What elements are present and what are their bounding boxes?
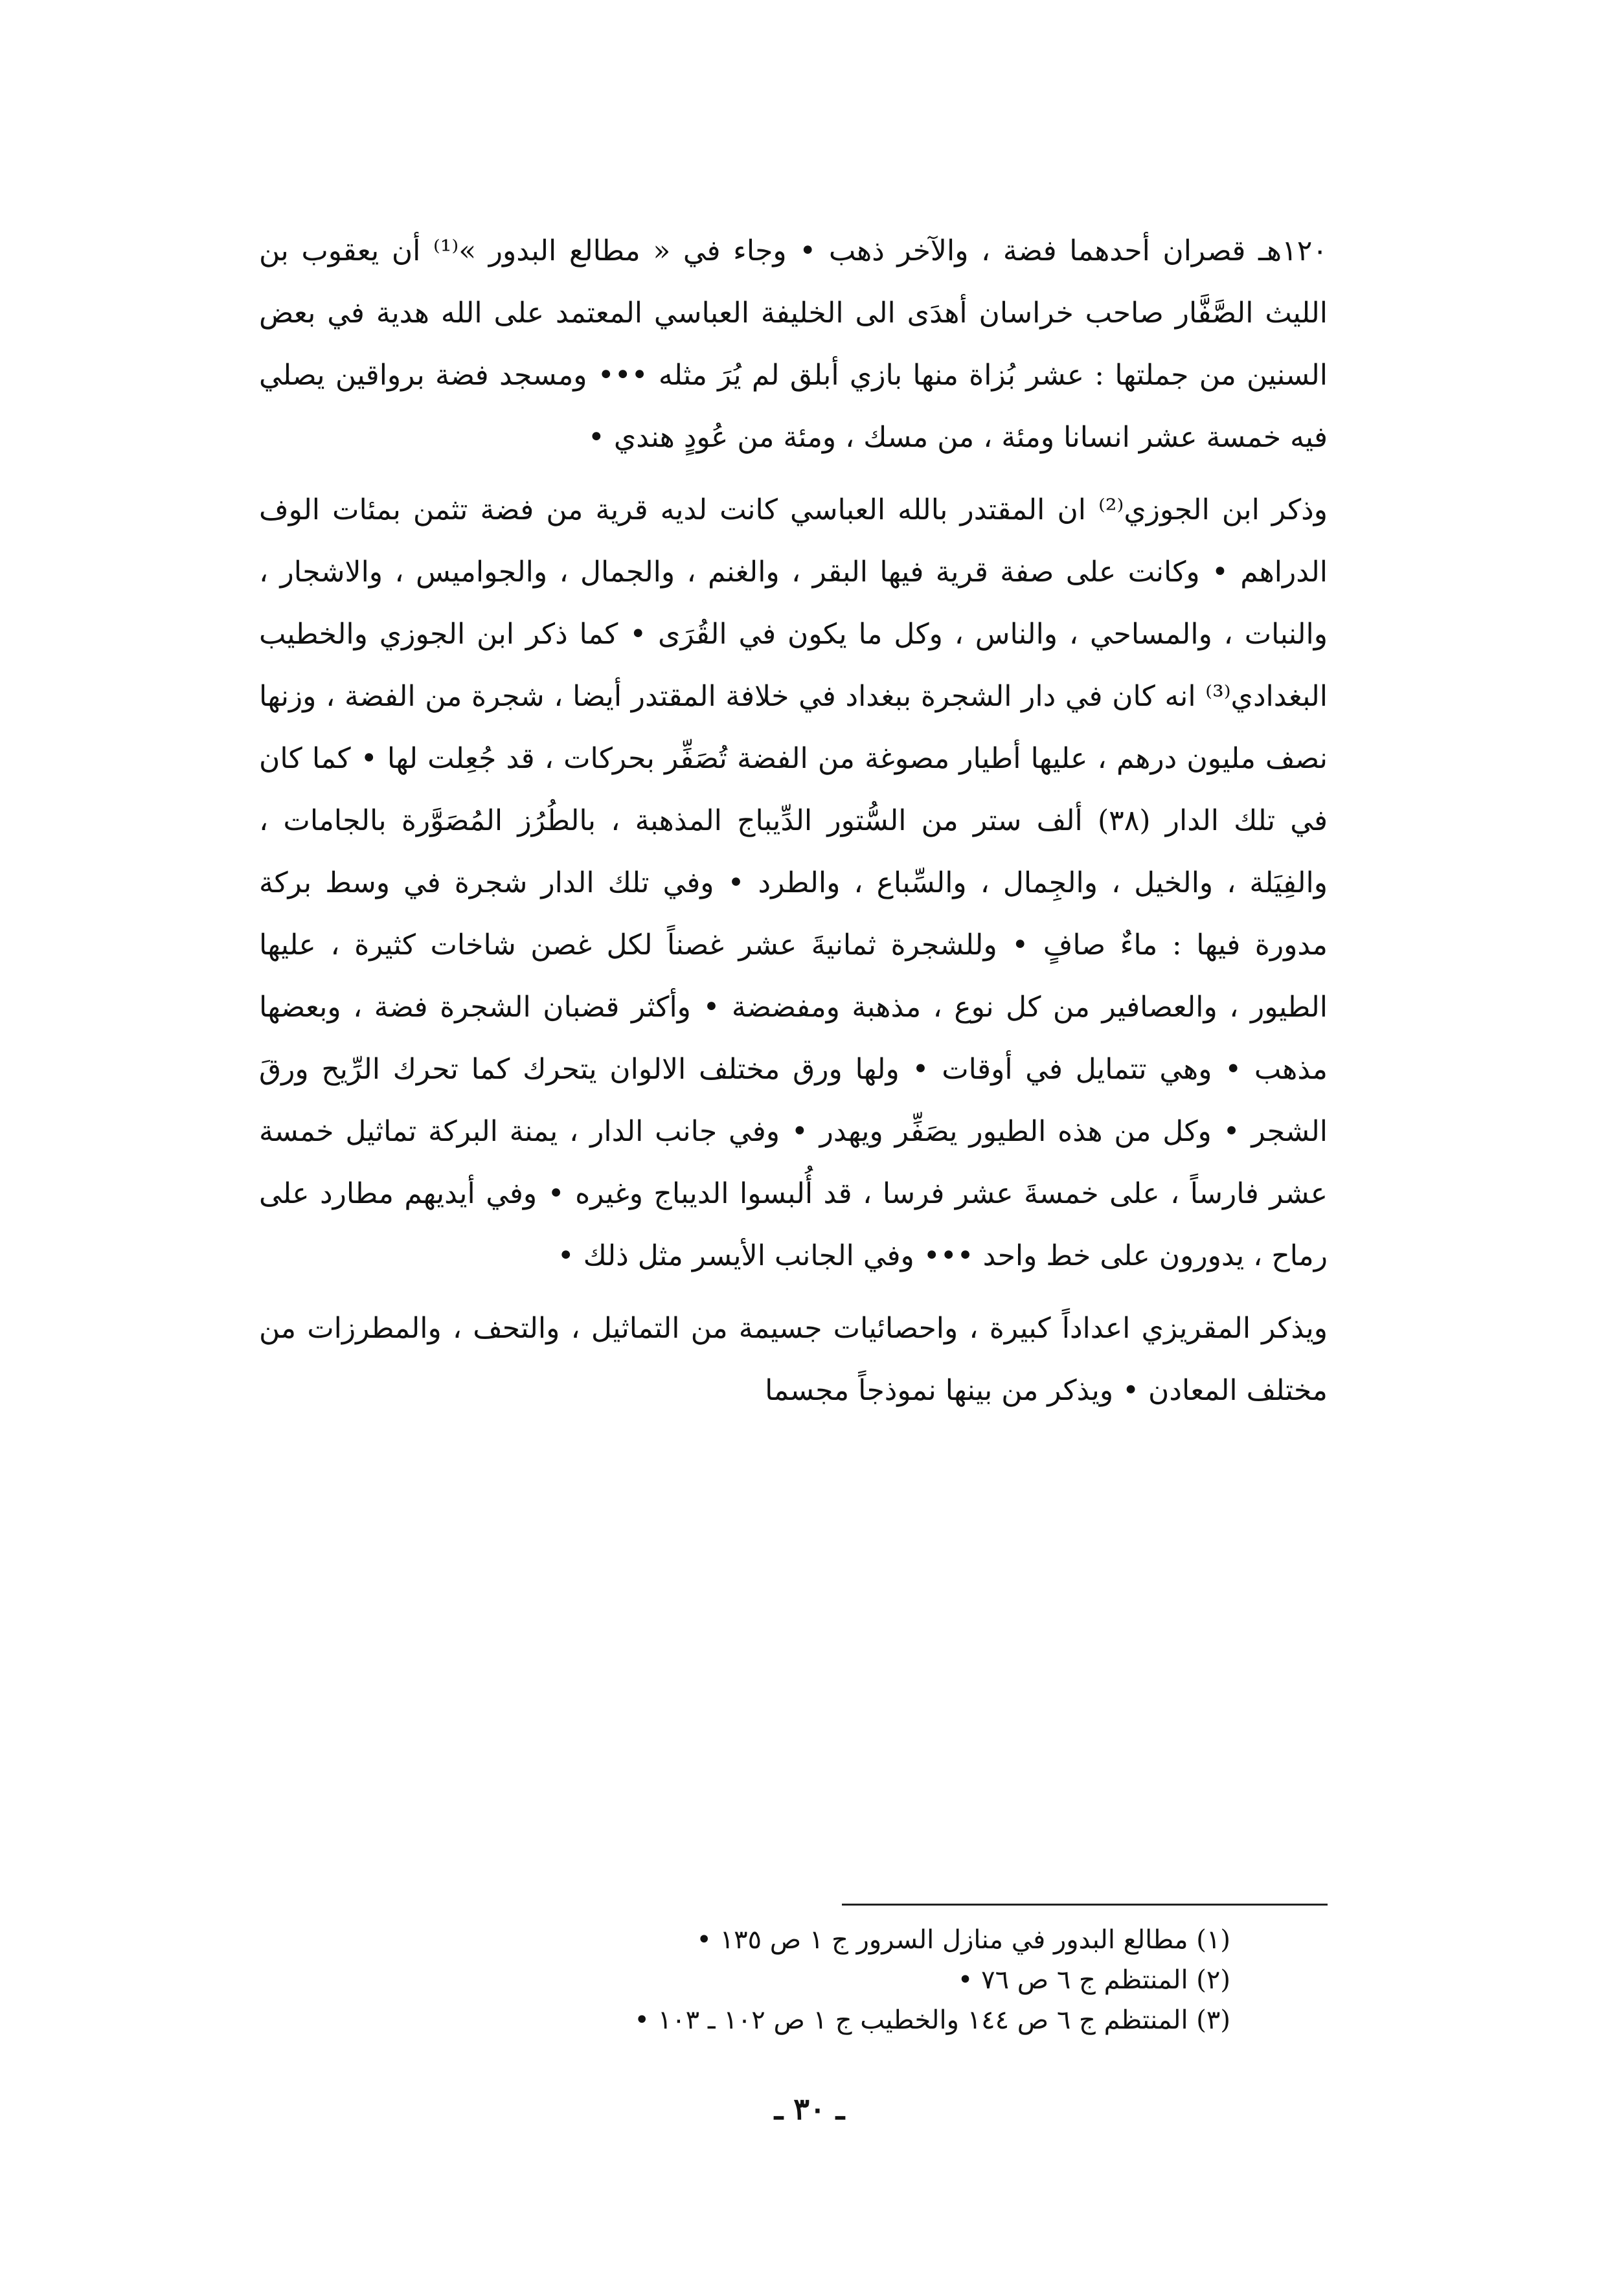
paragraph-2: وذكر ابن الجوزي⁽²⁾ ان المقتدر بالله العباسي كانت لديه قرية من فضة تثمن بمئات الوف الدراهم • وكانت على صفة قرية فيها البقر ، والغنم ، والجمال ، والجواميس ، والاشجار ، والنبات ، والمساحي ، والناس ، وكل ما يكون في القُرَى • كما ذكر ابن الجوزي والخطيب البغدادي⁽³⁾ انه كان في دار الشجرة ببغداد في خلافة المقتدر أيضا ، شجرة من الفضة ، وزنها نصف مليون درهم ، عليها أطيار مصوغة من الفضة تُصَفِّر بحركات ، قد جُعِلت لها • كما كان في تلك الدار (٣٨) ألف ستر من السُّتور الدِّيباج المذهبة ، بالطُرُز المُصَوَّرة بالجامات ، والفِيَلة ، والخيل ، والجِمال ، والسِّباع ، والطرد • وفي تلك الدار شجرة في وسط بركة مدورة فيها : ماءٌ صافٍ • وللشجرة ثمانيةَ عشر غصناً لكل غصن شاخات كثيرة ، عليها الطيور ، والعصافير من كل نوع ، مذهبة ومفضضة • وأكثر قضبان الشجرة فضة ، وبعضها مذهب • وهي تتمايل في أوقات • ولها ورق مختلف الالوان يتحرك كما تحرك الرِّيح ورقَ الشجر • وكل من هذه الطيور يصَفِّر ويهدر • وفي جانب الدار ، يمنة البركة تماثيل خمسة عشر فارساً ، على خمسةَ عشر فرسا ، قد أُلبسوا الديباج وغيره • وفي أيديهم مطارد على رماح ، يدورون على خط واحد ••• وفي الجانب الأيسر مثل ذلك • — [259, 493, 1328, 1272]
footnotes — [259, 1920, 1328, 2040]
footnote-divider — [842, 1904, 1328, 1906]
body-text — [259, 220, 1328, 1422]
footnote-3: (٣) المنتظم ج ٦ ص ١٤٤ والخطيب ج ١ ص ١٠٢ ـ ١٠٣ • — [634, 2005, 1230, 2035]
page-number: ـ ٣٠ ـ — [774, 2091, 845, 2126]
footnote-1: (١) مطالع البدور في منازل السرور ج ١ ص ١٣٥ • — [696, 1925, 1230, 1955]
paragraph-1: ١٢٠هـ قصران أحدهما فضة ، والآخر ذهب • وجاء في « مطالع البدور »⁽¹⁾ أن يعقوب بن الليث الصَّفَّار صاحب خراسان أهدَى الى الخليفة العباسي المعتمد على الله هدية في بعض السنين من جملتها : عشر بُزاة منها بازي أبلق لم يُرَ مثله ••• ومسجد فضة برواقين يصلي فيه خمسة عشر انسانا ومئة ، من مسك ، ومئة من عُودٍ هندي • — [259, 234, 1328, 454]
paragraph-3: ويذكر المقريزي اعداداً كبيرة ، واحصائيات جسيمة من التماثيل ، والتحف ، والمطرزات من مختلف المعادن • ويذكر من بينها نموذجاً مجسما — [259, 1312, 1328, 1407]
footnote-2: (٢) المنتظم ج ٦ ص ٧٦ • — [957, 1965, 1230, 1995]
